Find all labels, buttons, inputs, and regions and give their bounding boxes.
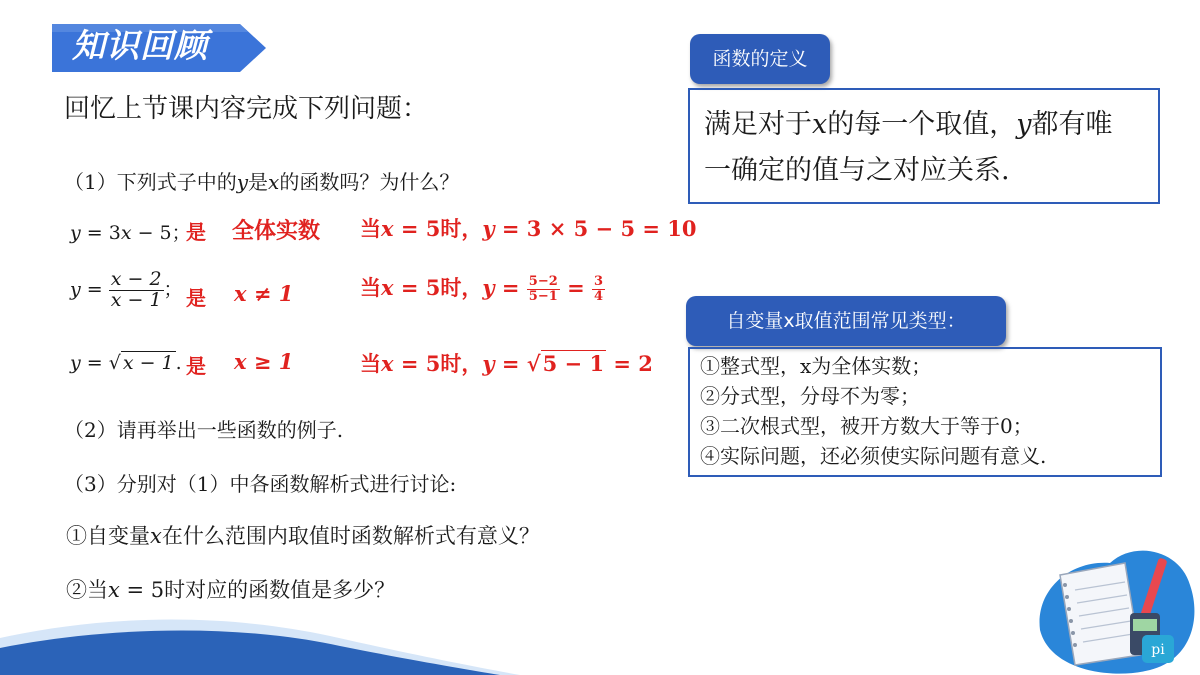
question-1-text-b: 是	[248, 170, 269, 194]
evaluation-3	[360, 348, 653, 378]
evaluation-2-x: x	[381, 275, 394, 300]
domain-1: 全体实数	[232, 219, 321, 244]
function-1	[70, 218, 191, 245]
answer-1: 是	[186, 220, 206, 244]
question-1-text-c: 的函数吗？为什么？	[279, 170, 460, 194]
bottom-wave-decoration	[0, 600, 520, 675]
evaluation-2-b: = 5时，	[393, 275, 483, 300]
evaluation-1-a: 当	[360, 217, 381, 241]
evaluation-1-b: = 5时，	[393, 216, 483, 241]
evaluation-2-result-fraction	[592, 275, 605, 303]
question-3: （3）分别对（1）中各函数解析式进行讨论:	[64, 472, 457, 496]
definition-line-2: 一确定的值与之对应关系.	[704, 155, 1010, 186]
evaluation-2-numerator: 5−2	[528, 274, 558, 290]
question-3-part-1	[66, 520, 540, 550]
definition-line-1-y: y	[1016, 109, 1032, 140]
evaluation-2-eq2: =	[559, 275, 592, 300]
question-3-part-2	[66, 574, 395, 604]
section-title: 知识回顾	[72, 26, 208, 65]
function-3-y: y	[70, 352, 81, 374]
answer-2: 是	[186, 286, 206, 310]
evaluation-3-sqrt-symbol: √	[526, 351, 541, 376]
question-3-part-1-x: x	[150, 524, 162, 548]
domain-type-item: ③二次根式型，被开方数大于等于0；	[700, 414, 1033, 438]
pi-icon: pi	[1151, 642, 1165, 658]
definition-line-1-c: 都有唯	[1031, 109, 1113, 140]
evaluation-2-result-numerator: 3	[594, 274, 604, 290]
definition-box	[688, 88, 1160, 204]
variable-x: x	[268, 170, 280, 194]
question-2: （2）请再举出一些函数的例子.	[64, 418, 344, 442]
evaluation-1-x: x	[381, 216, 394, 241]
evaluation-2-result-denominator: 4	[594, 289, 604, 304]
function-3-sep: .	[175, 352, 182, 374]
evaluation-3-c: = 2	[606, 351, 653, 376]
domain-type-item: ②分式型，分母不为零；	[700, 384, 920, 408]
definition-line-1-a: 满足对于	[704, 109, 812, 140]
evaluation-2-y: y	[482, 275, 495, 300]
evaluation-3-a: 当	[360, 352, 381, 376]
function-3-eq: =	[80, 352, 109, 374]
domain-3: x ≥ 1	[234, 349, 294, 374]
function-2-y: y	[70, 278, 81, 301]
evaluation-2-denominator: 5−1	[528, 289, 558, 304]
evaluation-2-fraction	[527, 275, 560, 303]
question-3-part-2-b: = 5时对应的函数值是多少？	[119, 578, 396, 602]
question-3-part-2-a: ②当	[66, 578, 108, 602]
function-1-x: x	[120, 222, 132, 244]
domain-2: x ≠ 1	[234, 281, 294, 306]
evaluation-3-radicand: 5 − 1	[542, 351, 605, 376]
function-2-numerator: x − 2	[110, 268, 162, 290]
evaluation-3-x: x	[381, 351, 394, 376]
definition-line-1-x: x	[812, 109, 828, 140]
evaluation-3-y: y	[482, 351, 495, 376]
domain-types-label: 自变量x取值范围常见类型：	[686, 296, 1006, 346]
definition-line-1	[704, 102, 1144, 148]
function-2	[70, 270, 183, 311]
evaluation-2-eq: =	[494, 275, 527, 300]
question-1	[64, 166, 459, 195]
function-2-sep: ；	[163, 278, 183, 301]
evaluation-2-a: 当	[360, 276, 381, 300]
evaluation-1-c: = 3 × 5 − 5 = 10	[494, 216, 697, 241]
function-1-rest: − 5	[131, 222, 172, 244]
question-1-text-a: （1）下列式子中的	[64, 170, 237, 194]
evaluation-3-eq: =	[494, 351, 527, 376]
function-1-y: y	[70, 222, 81, 244]
definition-label: 函数的定义	[690, 34, 830, 84]
function-1-sep: ；	[171, 222, 191, 244]
function-3-radicand: x − 1	[122, 352, 174, 374]
function-2-eq: =	[80, 278, 109, 301]
instruction-text: 回忆上节课内容完成下列问题：	[64, 94, 429, 124]
function-2-fraction	[109, 270, 164, 311]
question-3-part-1-b: 在什么范围内取值时函数解析式有意义？	[161, 524, 540, 548]
math-tools-illustration	[1030, 535, 1200, 675]
variable-y: y	[236, 170, 249, 194]
function-3	[70, 352, 182, 374]
sqrt-symbol: √	[108, 352, 121, 374]
evaluation-2	[360, 272, 605, 304]
question-3-part-1-a: ①自变量	[66, 524, 150, 548]
evaluation-1-y: y	[482, 216, 495, 241]
question-3-part-2-x: x	[108, 578, 120, 602]
evaluation-1	[360, 213, 697, 243]
definition-line-1-b: 的每一个取值，	[827, 109, 1017, 140]
function-1-eq: = 3	[80, 222, 121, 244]
domain-types-box	[688, 347, 1162, 477]
domain-type-item: ①整式型，x为全体实数；	[700, 354, 932, 378]
answer-3: 是	[186, 354, 206, 378]
function-2-denominator: x − 1	[110, 288, 162, 311]
domain-type-item: ④实际问题，还必须使实际问题有意义.	[700, 444, 1047, 468]
evaluation-3-b: = 5时，	[393, 351, 483, 376]
